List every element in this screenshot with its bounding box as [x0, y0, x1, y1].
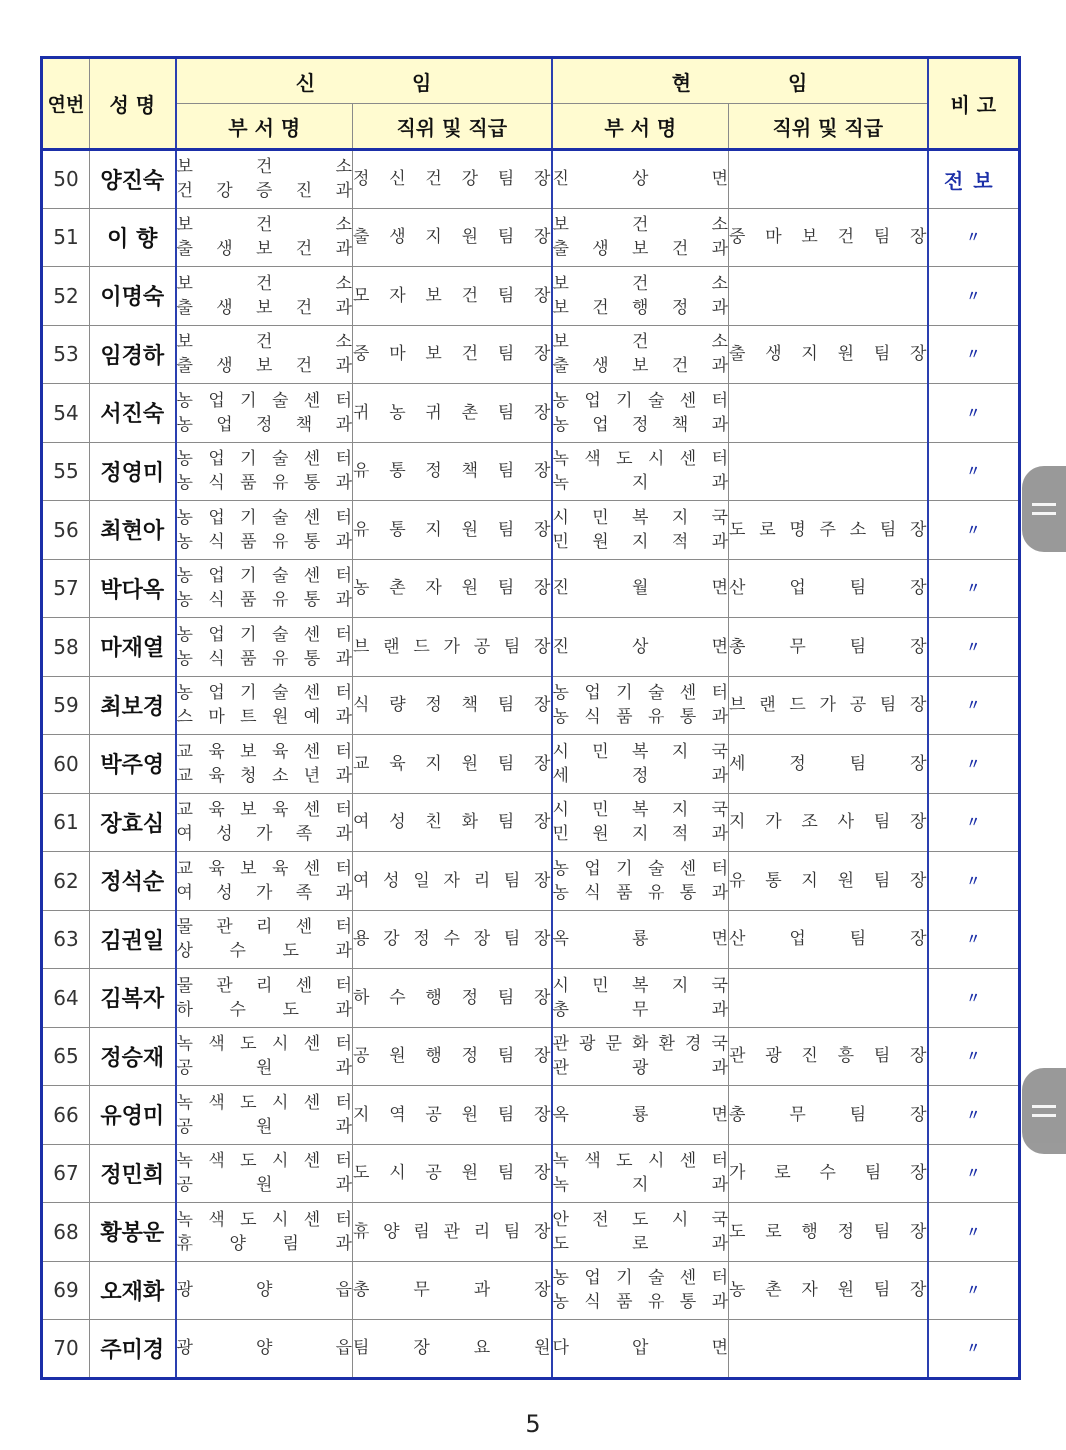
- new-dept-cell-line: 하 수 도 과: [176, 999, 352, 1020]
- new-dept-cell-line: 교 육 보 육 센 터: [176, 741, 352, 762]
- seq-cell: 55: [42, 442, 90, 501]
- seq-cell: 62: [42, 852, 90, 911]
- new-position-cell: [353, 442, 552, 501]
- name-cell: 김권일: [90, 910, 176, 969]
- cur-dept-cell: [552, 676, 729, 735]
- scroll-handle-upper[interactable]: [1022, 466, 1066, 552]
- cur-position-cell: [729, 910, 928, 969]
- cur-position-cell-line: 출 생 지 원 팀 장: [729, 344, 927, 365]
- seq-cell: 52: [42, 267, 90, 326]
- new-dept-cell: [176, 442, 353, 501]
- new-dept-cell: [176, 735, 353, 794]
- seq-cell: 66: [42, 1086, 90, 1145]
- new-position-cell: [353, 559, 552, 618]
- new-position-cell-line: 농 촌 자 원 팀 장: [353, 578, 551, 599]
- note-cell: 〃: [928, 1203, 1020, 1262]
- table-row: [42, 1320, 1020, 1379]
- seq-cell: 59: [42, 676, 90, 735]
- new-position-cell-line: 식 량 정 책 팀 장: [353, 695, 551, 716]
- header-note: 비 고: [928, 58, 1020, 150]
- name-cell: 김복자: [90, 969, 176, 1028]
- cur-dept-cell-line: 보 건 소: [552, 273, 729, 294]
- name-cell: 박주영: [90, 735, 176, 794]
- new-dept-cell-line: 녹 색 도 시 센 터: [176, 1209, 352, 1230]
- new-dept-cell-line: 공 원 과: [176, 1058, 352, 1079]
- new-dept-cell-line: 농 업 기 술 센 터: [176, 507, 352, 528]
- table-row: [42, 1027, 1020, 1086]
- cur-position-cell: [729, 852, 928, 911]
- new-position-cell: [353, 1027, 552, 1086]
- cur-dept-cell-line: 보 건 소: [552, 332, 729, 353]
- new-dept-cell-line: 보 건 소: [176, 215, 352, 236]
- new-position-cell-line: 지 역 공 원 팀 장: [353, 1104, 551, 1125]
- new-position-cell-line: 유 통 정 책 팀 장: [353, 461, 551, 482]
- cur-dept-cell: [552, 501, 729, 560]
- seq-cell: 65: [42, 1027, 90, 1086]
- cur-position-cell: [729, 1320, 928, 1379]
- new-dept-cell-line: 공 원 과: [176, 1175, 352, 1196]
- table-row: [42, 442, 1020, 501]
- cur-position-cell-line: 가 로 수 팀 장: [729, 1163, 927, 1184]
- new-position-cell-line: 중 마 보 건 팀 장: [353, 344, 551, 365]
- cur-dept-cell-line: 농 업 기 술 센 터: [552, 858, 729, 879]
- note-cell: 〃: [928, 267, 1020, 326]
- cur-dept-cell: [552, 267, 729, 326]
- cur-dept-cell-line: 다 압 면: [552, 1338, 729, 1359]
- new-dept-cell-line: 출 생 보 건 과: [176, 356, 352, 377]
- new-position-cell-line: 도 시 공 원 팀 장: [353, 1163, 551, 1184]
- new-dept-cell-line: 녹 색 도 시 센 터: [176, 1092, 352, 1113]
- new-position-cell: [353, 1261, 552, 1320]
- table-row: [42, 384, 1020, 443]
- new-position-cell: [353, 501, 552, 560]
- new-dept-cell: [176, 1086, 353, 1145]
- cur-dept-cell: [552, 1203, 729, 1262]
- name-cell: 최현아: [90, 501, 176, 560]
- cur-dept-cell-line: 녹 색 도 시 센 터: [552, 449, 729, 470]
- cur-position-cell-line: 세 정 팀 장: [729, 753, 927, 774]
- new-position-cell-line: 휴 양 림 관 리 팀 장: [353, 1221, 551, 1242]
- new-dept-cell: [176, 1203, 353, 1262]
- new-dept-cell-line: 교 육 보 육 센 터: [176, 858, 352, 879]
- name-cell: 정승재: [90, 1027, 176, 1086]
- new-dept-cell-line: 상 수 도 과: [176, 941, 352, 962]
- cur-dept-cell: [552, 384, 729, 443]
- new-dept-cell: [176, 1027, 353, 1086]
- seq-cell: 60: [42, 735, 90, 794]
- cur-dept-cell-line: 농 식 품 유 통 과: [552, 882, 729, 903]
- note-cell: 〃: [928, 852, 1020, 911]
- note-cell: 〃: [928, 969, 1020, 1028]
- cur-dept-cell-line: 농 업 기 술 센 터: [552, 390, 729, 411]
- new-dept-cell-line: 농 식 품 유 통 과: [176, 590, 352, 611]
- new-dept-cell: [176, 969, 353, 1028]
- new-dept-cell-line: 광 양 읍: [176, 1280, 352, 1301]
- new-position-cell: [353, 1203, 552, 1262]
- cur-position-cell-line: 중 마 보 건 팀 장: [729, 227, 927, 248]
- new-dept-cell: [176, 208, 353, 267]
- cur-dept-cell-line: 진 월 면: [552, 578, 729, 599]
- new-dept-cell: [176, 384, 353, 443]
- seq-cell: 56: [42, 501, 90, 560]
- new-dept-cell-line: 광 양 읍: [176, 1338, 352, 1359]
- header-new-group: [176, 58, 552, 104]
- cur-position-cell: [729, 150, 928, 209]
- seq-cell: 58: [42, 618, 90, 677]
- name-cell: 최보경: [90, 676, 176, 735]
- cur-dept-cell-line: 농 식 품 유 통 과: [552, 707, 729, 728]
- new-position-cell: [353, 384, 552, 443]
- cur-dept-cell-line: 시 민 복 지 국: [552, 800, 729, 821]
- cur-position-cell-line: 총 무 팀 장: [729, 1104, 927, 1125]
- cur-position-cell-line: 산 업 팀 장: [729, 578, 927, 599]
- note-cell: 〃: [928, 910, 1020, 969]
- table-row: [42, 618, 1020, 677]
- cur-position-cell: [729, 1261, 928, 1320]
- new-position-cell-line: 팀 장 요 원: [353, 1338, 551, 1359]
- cur-position-cell: [729, 735, 928, 794]
- new-position-cell: [353, 910, 552, 969]
- header-name: 성 명: [90, 58, 176, 150]
- cur-dept-cell-line: 농 업 기 술 센 터: [552, 1268, 729, 1289]
- cur-dept-cell-line: 녹 지 과: [552, 473, 729, 494]
- page-number: 5: [525, 1410, 541, 1438]
- new-dept-cell-line: 출 생 보 건 과: [176, 297, 352, 318]
- new-position-cell: [353, 1144, 552, 1203]
- new-position-cell-line: 교 육 지 원 팀 장: [353, 753, 551, 774]
- new-position-cell: [353, 150, 552, 209]
- name-cell: 서진숙: [90, 384, 176, 443]
- cur-position-cell: [729, 442, 928, 501]
- note-cell: 〃: [928, 559, 1020, 618]
- cur-position-cell: [729, 1144, 928, 1203]
- cur-position-cell-line: 유 통 지 원 팀 장: [729, 870, 927, 891]
- note-cell: 〃: [928, 208, 1020, 267]
- note-cell: 〃: [928, 735, 1020, 794]
- cur-dept-cell-line: 농 업 기 술 센 터: [552, 683, 729, 704]
- new-position-cell-line: 총 무 과 장: [353, 1280, 551, 1301]
- note-cell: 〃: [928, 1144, 1020, 1203]
- seq-cell: 64: [42, 969, 90, 1028]
- cur-dept-cell: [552, 1261, 729, 1320]
- cur-dept-cell-line: 농 식 품 유 통 과: [552, 1292, 729, 1313]
- name-cell: 정민희: [90, 1144, 176, 1203]
- new-dept-cell: [176, 267, 353, 326]
- new-position-cell-line: 용 강 정 수 장 팀 장: [353, 929, 551, 950]
- new-dept-cell-line: 휴 양 림 과: [176, 1233, 352, 1254]
- cur-position-cell-line: 농 촌 자 원 팀 장: [729, 1280, 927, 1301]
- cur-dept-cell: [552, 1144, 729, 1203]
- table-row: [42, 969, 1020, 1028]
- cur-position-cell: [729, 501, 928, 560]
- cur-dept-cell-line: 관 광 과: [552, 1058, 729, 1079]
- name-cell: 임경하: [90, 325, 176, 384]
- cur-position-cell: [729, 793, 928, 852]
- seq-cell: 54: [42, 384, 90, 443]
- table-row: [42, 208, 1020, 267]
- seq-cell: 68: [42, 1203, 90, 1262]
- new-dept-cell-line: 농 식 품 유 통 과: [176, 473, 352, 494]
- table-row: [42, 325, 1020, 384]
- new-position-cell-line: 출 생 지 원 팀 장: [353, 227, 551, 248]
- cur-dept-cell: [552, 150, 729, 209]
- table-row: [42, 1086, 1020, 1145]
- note-cell: 전보: [928, 150, 1020, 209]
- new-dept-cell-line: 농 식 품 유 통 과: [176, 648, 352, 669]
- new-dept-cell-line: 농 업 기 술 센 터: [176, 683, 352, 704]
- new-position-cell-line: 모 자 보 건 팀 장: [353, 285, 551, 306]
- cur-dept-cell: [552, 1027, 729, 1086]
- cur-dept-cell-line: 진 상 면: [552, 636, 729, 657]
- seq-cell: 50: [42, 150, 90, 209]
- table-row: [42, 676, 1020, 735]
- cur-dept-cell: [552, 969, 729, 1028]
- cur-position-cell: [729, 325, 928, 384]
- new-dept-cell: [176, 910, 353, 969]
- new-position-cell: [353, 1320, 552, 1379]
- new-position-cell-line: 정 신 건 강 팀 장: [353, 169, 551, 190]
- new-dept-cell: [176, 676, 353, 735]
- new-dept-cell-line: 농 업 기 술 센 터: [176, 566, 352, 587]
- cur-dept-cell-line: 안 전 도 시 국: [552, 1209, 729, 1230]
- cur-dept-cell-line: 진 상 면: [552, 169, 729, 190]
- cur-dept-cell-line: 보 건 행 정 과: [552, 297, 729, 318]
- name-cell: 장효심: [90, 793, 176, 852]
- new-position-cell-line: 브 랜 드 가 공 팀 장: [353, 636, 551, 657]
- cur-dept-cell-line: 시 민 복 지 국: [552, 975, 729, 996]
- table-row: [42, 1203, 1020, 1262]
- cur-position-cell: [729, 1086, 928, 1145]
- name-cell: 황봉운: [90, 1203, 176, 1262]
- header-seq: 연번: [42, 58, 90, 150]
- new-position-cell: [353, 793, 552, 852]
- header-new-dept: 부 서 명: [176, 104, 353, 150]
- cur-dept-cell-line: 출 생 보 건 과: [552, 239, 729, 260]
- name-cell: 양진숙: [90, 150, 176, 209]
- new-dept-cell: [176, 325, 353, 384]
- cur-dept-cell-line: 총 무 과: [552, 999, 729, 1020]
- header-new-position: 직위 및 직급: [353, 104, 552, 150]
- cur-position-cell-line: 산 업 팀 장: [729, 929, 927, 950]
- note-cell: 〃: [928, 501, 1020, 560]
- cur-position-cell-line: 도 로 명 주 소 팀 장: [729, 519, 927, 540]
- table-row: [42, 852, 1020, 911]
- new-dept-cell: [176, 1261, 353, 1320]
- name-cell: 박다옥: [90, 559, 176, 618]
- cur-dept-cell-line: 옥 룡 면: [552, 929, 729, 950]
- new-dept-cell-line: 농 식 품 유 통 과: [176, 531, 352, 552]
- personnel-table: [40, 56, 1021, 1380]
- new-position-cell-line: 귀 농 귀 촌 팀 장: [353, 402, 551, 423]
- name-cell: 유영미: [90, 1086, 176, 1145]
- new-dept-cell-line: 공 원 과: [176, 1116, 352, 1137]
- cur-dept-cell-line: 녹 지 과: [552, 1175, 729, 1196]
- cur-dept-cell: [552, 910, 729, 969]
- cur-position-cell: [729, 208, 928, 267]
- new-position-cell-line: 유 통 지 원 팀 장: [353, 519, 551, 540]
- seq-cell: 67: [42, 1144, 90, 1203]
- new-position-cell: [353, 267, 552, 326]
- cur-position-cell: [729, 267, 928, 326]
- new-dept-cell-line: 교 육 청 소 년 과: [176, 765, 352, 786]
- table-row: [42, 150, 1020, 209]
- new-position-cell: [353, 969, 552, 1028]
- cur-position-cell: [729, 559, 928, 618]
- new-position-cell: [353, 676, 552, 735]
- header-cur-group: [552, 58, 928, 104]
- new-dept-cell: [176, 150, 353, 209]
- new-dept-cell: [176, 793, 353, 852]
- new-dept-cell: [176, 1320, 353, 1379]
- new-dept-cell: [176, 501, 353, 560]
- new-dept-cell-line: 물 관 리 센 터: [176, 975, 352, 996]
- table-row: [42, 793, 1020, 852]
- cur-position-cell: [729, 969, 928, 1028]
- cur-position-cell-line: 브 랜 드 가 공 팀 장: [729, 695, 927, 716]
- cur-dept-cell: [552, 1320, 729, 1379]
- cur-dept-cell-line: 농 업 정 책 과: [552, 414, 729, 435]
- new-dept-cell-line: 여 성 가 족 과: [176, 882, 352, 903]
- cur-dept-cell: [552, 559, 729, 618]
- cur-position-cell-line: 도 로 행 정 팀 장: [729, 1221, 927, 1242]
- cur-dept-cell-line: 보 건 소: [552, 215, 729, 236]
- header-cur-group-text: 현 임: [671, 70, 808, 95]
- cur-dept-cell-line: 도 로 과: [552, 1233, 729, 1254]
- cur-dept-cell: [552, 735, 729, 794]
- header-cur-dept: 부 서 명: [552, 104, 729, 150]
- note-cell: 〃: [928, 618, 1020, 677]
- cur-position-cell-line: 총 무 팀 장: [729, 636, 927, 657]
- name-cell: 오재화: [90, 1261, 176, 1320]
- header-new-group-text: 신 임: [295, 70, 432, 95]
- note-cell: 〃: [928, 1086, 1020, 1145]
- new-position-cell: [353, 208, 552, 267]
- new-dept-cell-line: 교 육 보 육 센 터: [176, 800, 352, 821]
- cur-dept-cell-line: 녹 색 도 시 센 터: [552, 1151, 729, 1172]
- cur-dept-cell-line: 시 민 복 지 국: [552, 507, 729, 528]
- header-cur-position: 직위 및 직급: [729, 104, 928, 150]
- new-dept-cell-line: 물 관 리 센 터: [176, 917, 352, 938]
- table-row: [42, 1144, 1020, 1203]
- new-dept-cell-line: 녹 색 도 시 센 터: [176, 1034, 352, 1055]
- seq-cell: 63: [42, 910, 90, 969]
- cur-position-cell: [729, 1027, 928, 1086]
- cur-position-cell-line: 관 광 진 흥 팀 장: [729, 1046, 927, 1067]
- new-dept-cell-line: 보 건 소: [176, 332, 352, 353]
- cur-position-cell: [729, 618, 928, 677]
- table-row: [42, 267, 1020, 326]
- new-position-cell: [353, 852, 552, 911]
- new-dept-cell-line: 출 생 보 건 과: [176, 239, 352, 260]
- new-position-cell-line: 여 성 친 화 팀 장: [353, 812, 551, 833]
- note-cell: 〃: [928, 384, 1020, 443]
- table-header: [42, 58, 1020, 150]
- seq-cell: 69: [42, 1261, 90, 1320]
- note-cell: 〃: [928, 793, 1020, 852]
- name-cell: 주미경: [90, 1320, 176, 1379]
- note-cell: 〃: [928, 442, 1020, 501]
- cur-dept-cell-line: 관 광 문 화 환 경 국: [552, 1034, 728, 1055]
- cur-position-cell: [729, 676, 928, 735]
- cur-dept-cell-line: 민 원 지 적 과: [552, 531, 729, 552]
- new-position-cell: [353, 325, 552, 384]
- new-position-cell: [353, 735, 552, 794]
- table-body: [42, 150, 1020, 1379]
- note-cell: 〃: [928, 325, 1020, 384]
- seq-cell: 70: [42, 1320, 90, 1379]
- new-dept-cell-line: 농 업 기 술 센 터: [176, 449, 352, 470]
- cur-position-cell: [729, 1203, 928, 1262]
- new-dept-cell: [176, 1144, 353, 1203]
- cur-dept-cell: [552, 325, 729, 384]
- note-cell: 〃: [928, 1261, 1020, 1320]
- name-cell: 이 향: [90, 208, 176, 267]
- note-cell: 〃: [928, 1320, 1020, 1379]
- new-dept-cell: [176, 618, 353, 677]
- new-position-cell-line: 여 성 일 자 리 팀 장: [353, 870, 551, 891]
- seq-cell: 51: [42, 208, 90, 267]
- new-dept-cell-line: 여 성 가 족 과: [176, 824, 352, 845]
- cur-dept-cell-line: 시 민 복 지 국: [552, 741, 729, 762]
- new-position-cell-line: 공 원 행 정 팀 장: [353, 1046, 551, 1067]
- seq-cell: 53: [42, 325, 90, 384]
- cur-position-cell-line: 지 가 조 사 팀 장: [729, 812, 927, 833]
- table-row: [42, 910, 1020, 969]
- cur-dept-cell: [552, 618, 729, 677]
- name-cell: 마재열: [90, 618, 176, 677]
- seq-cell: 61: [42, 793, 90, 852]
- new-position-cell: [353, 1086, 552, 1145]
- new-dept-cell-line: 농 업 기 술 센 터: [176, 624, 352, 645]
- name-cell: 정석순: [90, 852, 176, 911]
- table-row: [42, 735, 1020, 794]
- new-dept-cell-line: 보 건 소: [176, 157, 352, 178]
- new-dept-cell-line: 스 마 트 원 예 과: [176, 707, 352, 728]
- new-dept-cell-line: 농 업 기 술 센 터: [176, 390, 352, 411]
- cur-dept-cell: [552, 793, 729, 852]
- new-dept-cell-line: 보 건 소: [176, 273, 352, 294]
- cur-dept-cell: [552, 442, 729, 501]
- cur-dept-cell: [552, 1086, 729, 1145]
- seq-cell: 57: [42, 559, 90, 618]
- cur-dept-cell: [552, 852, 729, 911]
- cur-position-cell: [729, 384, 928, 443]
- cur-dept-cell-line: 옥 룡 면: [552, 1104, 729, 1125]
- new-dept-cell: [176, 852, 353, 911]
- table-row: [42, 1261, 1020, 1320]
- cur-dept-cell: [552, 208, 729, 267]
- note-cell: 〃: [928, 676, 1020, 735]
- cur-dept-cell-line: 출 생 보 건 과: [552, 356, 729, 377]
- new-position-cell-line: 하 수 행 정 팀 장: [353, 987, 551, 1008]
- cur-dept-cell-line: 세 정 과: [552, 765, 729, 786]
- new-position-cell: [353, 618, 552, 677]
- new-dept-cell: [176, 559, 353, 618]
- new-dept-cell-line: 농 업 정 책 과: [176, 414, 352, 435]
- new-dept-cell-line: 건 강 증 진 과: [176, 181, 352, 202]
- table-row: [42, 559, 1020, 618]
- name-cell: 정영미: [90, 442, 176, 501]
- new-dept-cell-line: 녹 색 도 시 센 터: [176, 1151, 352, 1172]
- cur-dept-cell-line: 민 원 지 적 과: [552, 824, 729, 845]
- table-row: [42, 501, 1020, 560]
- name-cell: 이명숙: [90, 267, 176, 326]
- note-cell: 〃: [928, 1027, 1020, 1086]
- scroll-handle-lower[interactable]: [1022, 1068, 1066, 1154]
